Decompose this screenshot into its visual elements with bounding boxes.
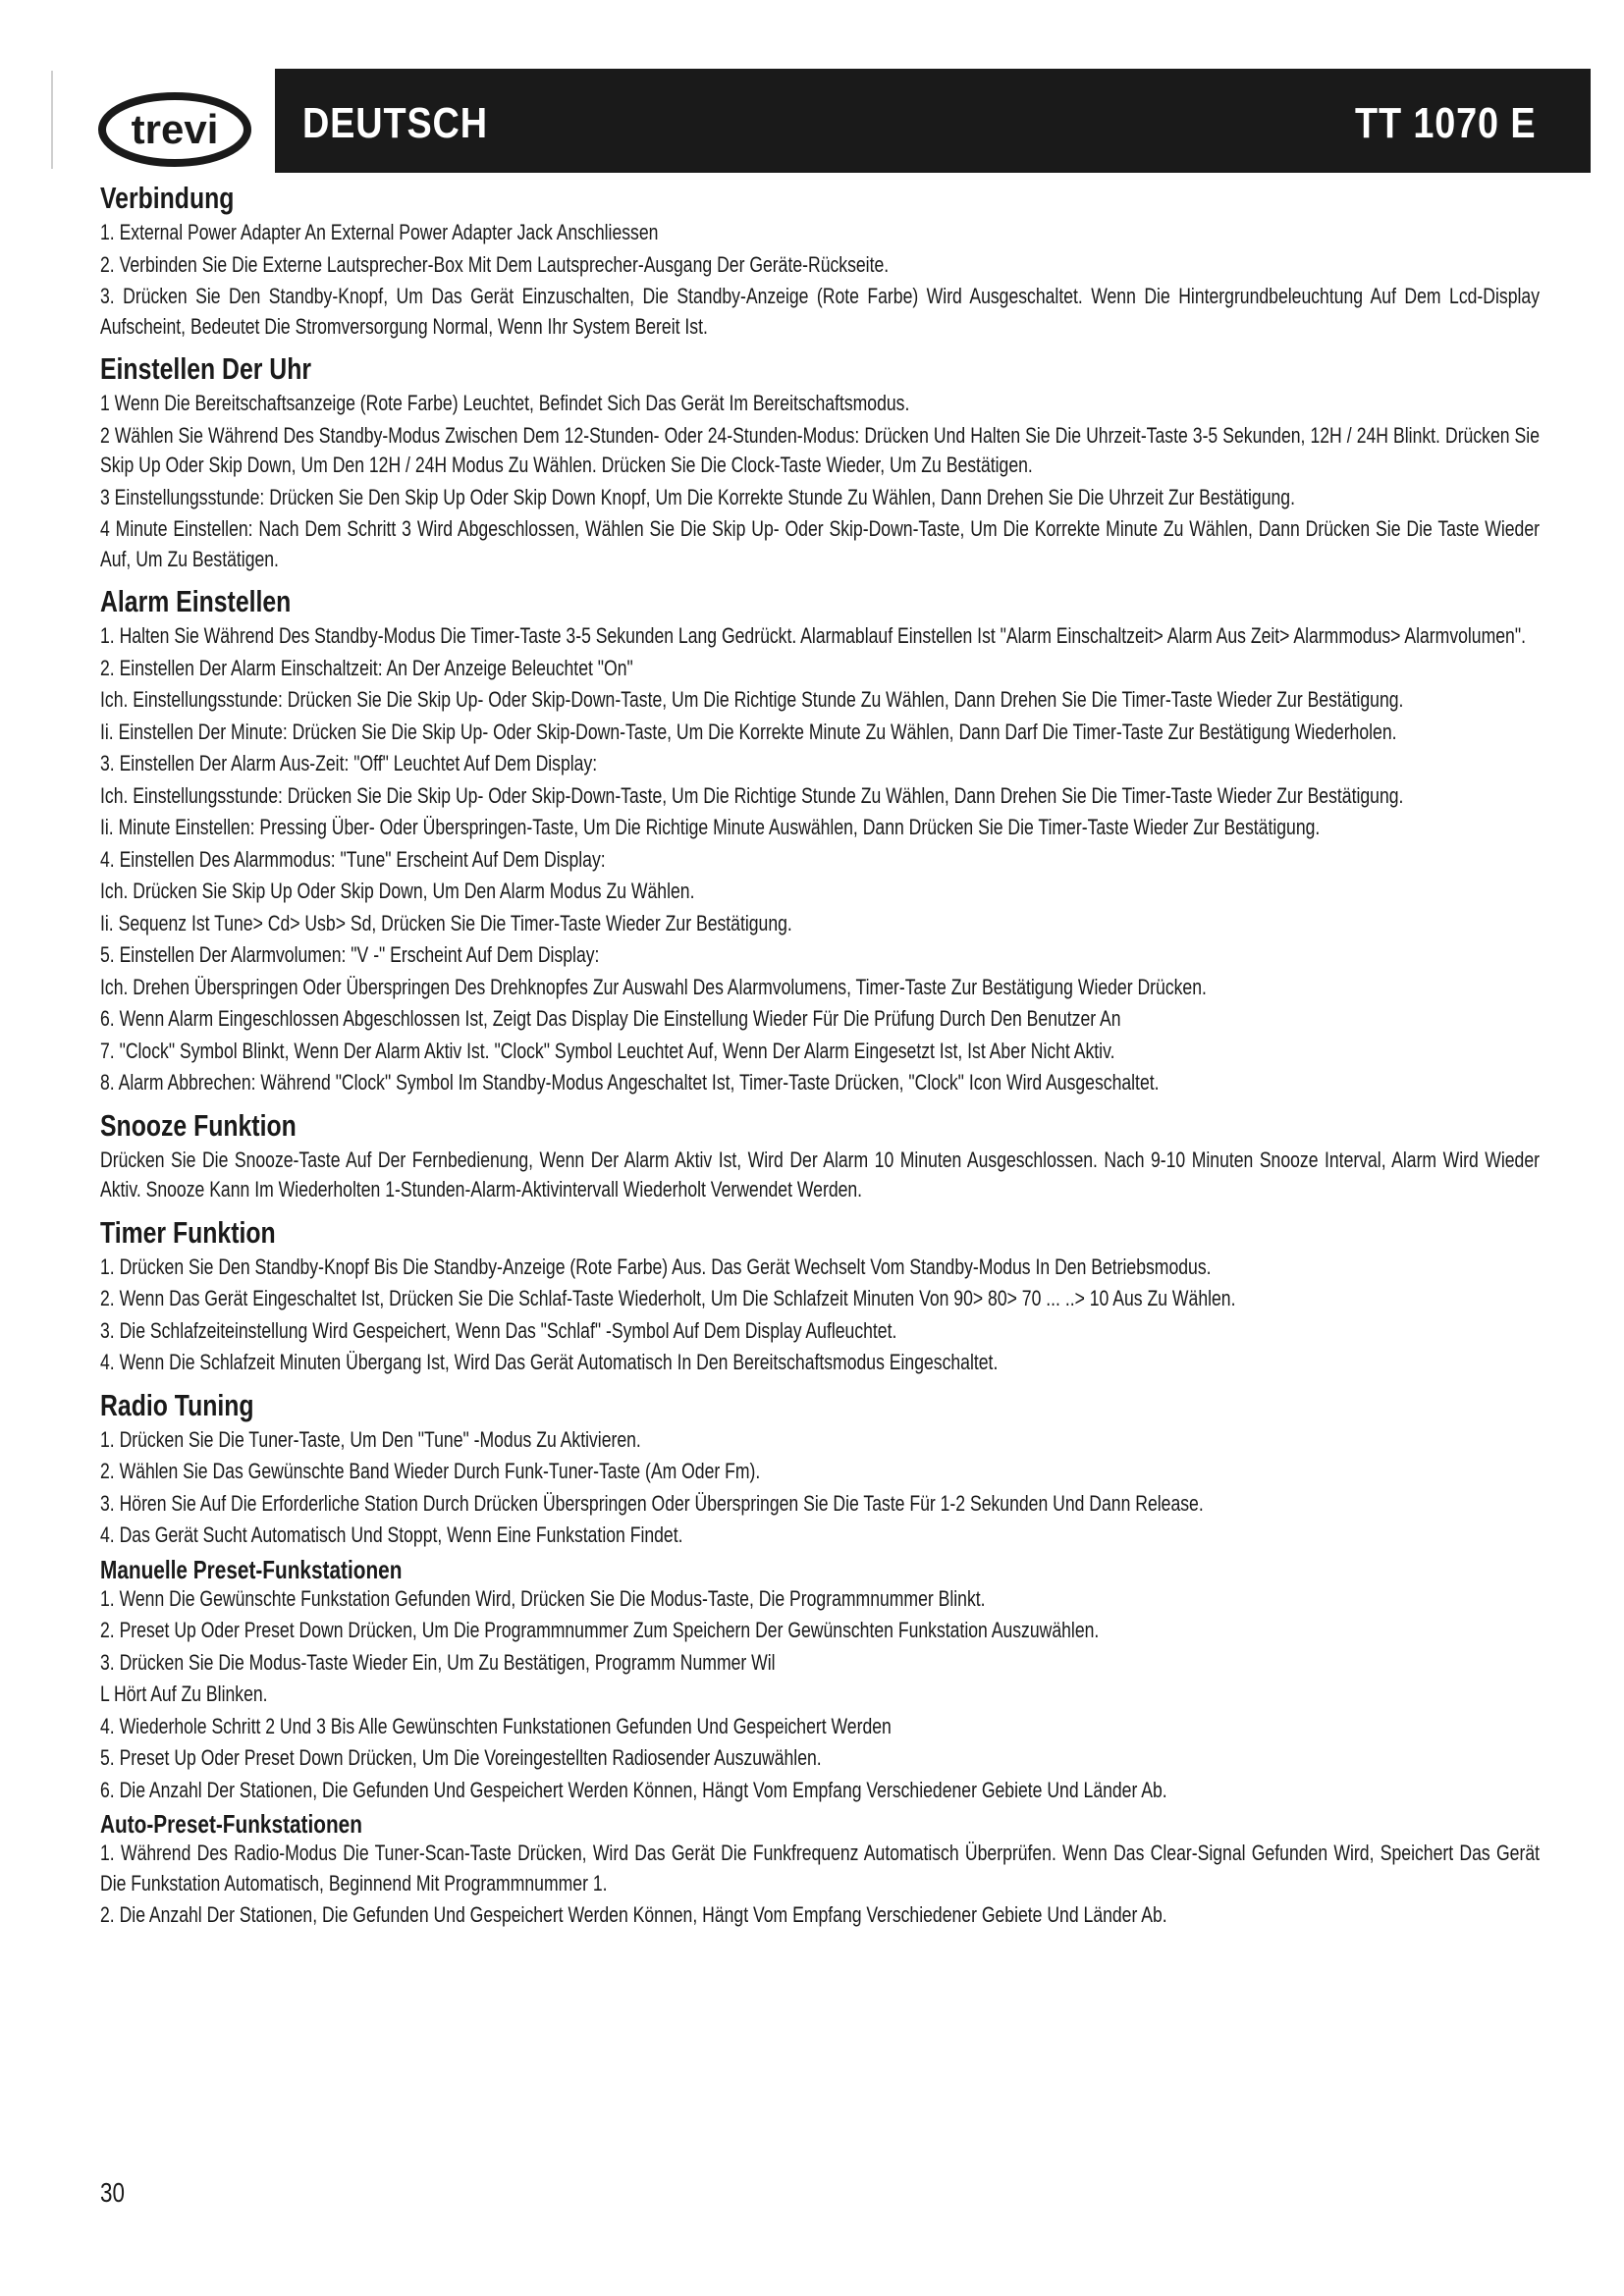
section-timer-funktion [100,1213,1540,1378]
paragraph: 1. Während Des Radio-Modus Die Tuner-Scan-Taste Drücken, Wird Das Gerät Die Funkfrequenz Automatisch Überprüfen. Wenn Das Clear-Signal Gefunden Wird, Speichert Das Gerät Die Funkstation Automatisch, Beginnend Mit Programmnummer 1. [100,1841,1540,1896]
section-verbindung [100,179,1540,342]
paragraph: 4. Wiederhole Schritt 2 Und 3 Bis Alle Gewünschten Funkstationen Gefunden Und Gespeichert Werden [100,1713,892,1738]
paragraph: 6. Die Anzahl Der Stationen, Die Gefunden Und Gespeichert Werden Können, Hängt Vom Empfang Verschiedener Gebiete Und Länder Ab. [100,1777,1167,1802]
subsection-auto-preset [100,1809,1540,1931]
paragraph: 3 Einstellungsstunde: Drücken Sie Den Skip Up Oder Skip Down Knopf, Um Die Korrekte Stunde Zu Wählen, Dann Drehen Sie Die Uhrzeit Zur Bestätigung. [100,484,1295,509]
paragraph: Drücken Sie Die Snooze-Taste Auf Der Fernbedienung, Wenn Der Alarm Aktiv Ist, Wird Der Alarm 10 Minuten Ausgeschlossen. Nach 9-10 Minuten Snooze Interval, Alarm Wird Wieder Aktiv. Snooze Kann Im Wiederholten 1-Stunden-Alarm-Aktivintervall Wiederholt Verwendet Werden. [100,1147,1540,1201]
paragraph: 1. Drücken Sie Den Standby-Knopf Bis Die Standby-Anzeige (Rote Farbe) Aus. Das Gerät Wechselt Vom Standby-Modus In Den Betriebsmodus. [100,1254,1212,1279]
paragraph: Ii. Sequenz Ist Tune> Cd> Usb> Sd, Drücken Sie Die Timer-Taste Wieder Zur Bestätigung. [100,910,792,935]
paragraph: 1 Wenn Die Bereitschaftsanzeige (Rote Farbe) Leuchtet, Befindet Sich Das Gerät Im Bereitschaftsmodus. [100,391,910,415]
paragraph: Ich. Einstellungsstunde: Drücken Sie Die Skip Up- Oder Skip-Down-Taste, Um Die Richtige Stunde Zu Wählen, Dann Drehen Sie Die Timer-Taste Wieder Zur Bestätigung. [100,782,1404,808]
section-radio-tuning [100,1386,1540,1931]
section-einstellen-der-uhr [100,349,1540,574]
paragraph: 2. Verbinden Sie Die Externe Lautsprecher-Box Mit Dem Lautsprecher-Ausgang Der Geräte-Rückseite. [100,251,890,277]
section-heading: Alarm Einstellen [100,584,292,618]
paragraph: 2. Preset Up Oder Preset Down Drücken, Um Die Programmnummer Zum Speichern Der Gewünschten Funkstation Auszuwählen. [100,1618,1100,1642]
logo-text: trevi [131,106,219,152]
paragraph: Ich. Drücken Sie Skip Up Oder Skip Down, Um Den Alarm Modus Zu Wählen. [100,879,695,903]
language-title: DEUTSCH [302,99,488,147]
paragraph: 5. Preset Up Oder Preset Down Drücken, Um Die Voreingestellten Radiosender Auszuwählen. [100,1745,822,1770]
paragraph: 2. Die Anzahl Der Stationen, Die Gefunden Und Gespeichert Werden Können, Hängt Vom Empfang Verschiedener Gebiete Und Länder Ab. [100,1902,1167,1927]
paragraph: 4. Einstellen Des Alarmmodus: "Tune" Erscheint Auf Dem Display: [100,846,606,872]
paragraph: 2. Wenn Das Gerät Eingeschaltet Ist, Drücken Sie Die Schlaf-Taste Wiederholt, Um Die Schlafzeit Minuten Von 90> 80> 70 ... ..> 10 Aus Zu Wählen. [100,1286,1236,1310]
paragraph: 6. Wenn Alarm Eingeschlossen Abgeschlossen Ist, Zeigt Das Display Die Einstellung Wieder Für Die Prüfung Durch Den Benutzer An [100,1006,1121,1031]
paragraph: 4 Minute Einstellen: Nach Dem Schritt 3 Wird Abgeschlossen, Wählen Sie Die Skip Up- Oder Skip-Down-Taste, Um Die Korrekte Minute Zu Wählen, Dann Drücken Sie Die Taste Wieder Auf, Um Zu Bestätigen. [100,516,1540,571]
margin-rule [51,71,53,169]
paragraph: 3. Drücken Sie Den Standby-Knopf, Um Das Gerät Einzuschalten, Die Standby-Anzeige (Rote Farbe) Wird Ausgeschaltet. Wenn Die Hintergrundbeleuchtung Auf Dem Lcd-Display Aufscheint, Bedeutet Die Stromversorgung Normal, Wenn Ihr System Bereit Ist. [100,284,1540,339]
section-heading: Snooze Funktion [100,1107,297,1143]
paragraph: 1. Drücken Sie Die Tuner-Taste, Um Den "Tune" -Modus Zu Aktivieren. [100,1426,641,1452]
subsection-heading: Auto-Preset-Funkstationen [100,1809,362,1839]
trevi-logo [96,90,253,169]
section-heading: Verbindung [100,181,235,215]
paragraph: L Hört Auf Zu Blinken. [100,1682,268,1706]
paragraph: 5. Einstellen Der Alarmvolumen: "V -" Erscheint Auf Dem Display: [100,942,600,967]
paragraph: 8. Alarm Abbrechen: Während "Clock" Symbol Im Standby-Modus Angeschaltet Ist, Timer-Taste Drücken, "Clock" Icon Wird Ausgeschaltet. [100,1070,1160,1095]
paragraph: 3. Einstellen Der Alarm Aus-Zeit: "Off" Leuchtet Auf Dem Display: [100,751,598,775]
paragraph: 3. Die Schlafzeiteinstellung Wird Gespeichert, Wenn Das "Schlaf" -Symbol Auf Dem Display Aufleuchtet. [100,1317,897,1343]
paragraph: 7. "Clock" Symbol Blinkt, Wenn Der Alarm Aktiv Ist. "Clock" Symbol Leuchtet Auf, Wenn Der Alarm Eingesetzt Ist, Ist Aber Nicht Aktiv. [100,1038,1115,1063]
paragraph: Ich. Drehen Überspringen Oder Überspringen Des Drehknopfes Zur Auswahl Des Alarmvolumens, Timer-Taste Zur Bestätigung Wieder Drücken. [100,974,1207,999]
page-number: 30 [100,2177,125,2208]
paragraph: 1. Halten Sie Während Des Standby-Modus Die Timer-Taste 3-5 Sekunden Lang Gedrückt. Alarmablauf Einstellen Ist "Alarm Einschaltzeit> Alarm Aus Zeit> Alarmmodus> Alarmvolumen". [100,623,1526,648]
section-snooze-funktion [100,1106,1540,1205]
paragraph: Ich. Einstellungsstunde: Drücken Sie Die Skip Up- Oder Skip-Down-Taste, Um Die Richtige Stunde Zu Wählen, Dann Drehen Sie Die Timer-Taste Wieder Zur Bestätigung. [100,687,1404,712]
paragraph: 1. External Power Adapter An External Power Adapter Jack Anschliessen [100,220,659,244]
paragraph: 2 Wählen Sie Während Des Standby-Modus Zwischen Dem 12-Stunden- Oder 24-Stunden-Modus: Drücken Und Halten Sie Die Uhrzeit-Taste 3-5 Sekunden, 12H / 24H Blinkt. Drücken Sie Skip Up Oder Skip Down, Um Den 12H / 24H Modus Zu Wählen. Drücken Sie Die Clock-Taste Wieder, Um Zu Bestätigen. [100,422,1540,477]
manual-content [100,179,1540,1939]
subsection-heading: Manuelle Preset-Funkstationen [100,1554,403,1584]
section-heading: Radio Tuning [100,1387,254,1422]
paragraph: 2. Wählen Sie Das Gewünschte Band Wieder Durch Funk-Tuner-Taste (Am Oder Fm). [100,1459,761,1483]
paragraph: 3. Hören Sie Auf Die Erforderliche Station Durch Drücken Überspringen Oder Überspringen Sie Die Taste Für 1-2 Sekunden Und Dann Release. [100,1490,1204,1516]
section-heading: Timer Funktion [100,1214,276,1250]
paragraph: 4. Wenn Die Schlafzeit Minuten Übergang Ist, Wird Das Gerät Automatisch In Den Bereitschaftsmodus Eingeschaltet. [100,1350,999,1374]
header-bar [275,69,1591,173]
section-alarm-einstellen [100,582,1540,1098]
content-column [100,179,1540,1931]
model-number: TT 1070 E [1354,99,1536,147]
paragraph: 4. Das Gerät Sucht Automatisch Und Stoppt, Wenn Eine Funkstation Findet. [100,1522,683,1547]
section-heading: Einstellen Der Uhr [100,351,311,386]
paragraph: Ii. Einstellen Der Minute: Drücken Sie Die Skip Up- Oder Skip-Down-Taste, Um Die Korrekte Minute Zu Wählen, Dann Darf Die Timer-Taste Zur Bestätigung Wiederholen. [100,719,1397,744]
paragraph: Ii. Minute Einstellen: Pressing Über- Oder Überspringen-Taste, Um Die Richtige Minute Auswählen, Dann Drücken Sie Die Timer-Taste Wieder Zur Bestätigung. [100,815,1321,839]
paragraph: 1. Wenn Die Gewünschte Funkstation Gefunden Wird, Drücken Sie Die Modus-Taste, Die Programmnummer Blinkt. [100,1585,986,1611]
subsection-manuelle-preset [100,1555,1540,1806]
paragraph: 3. Drücken Sie Die Modus-Taste Wieder Ein, Um Zu Bestätigen, Programm Nummer Wil [100,1649,776,1675]
paragraph: 2. Einstellen Der Alarm Einschaltzeit: An Der Anzeige Beleuchtet "On" [100,655,633,680]
